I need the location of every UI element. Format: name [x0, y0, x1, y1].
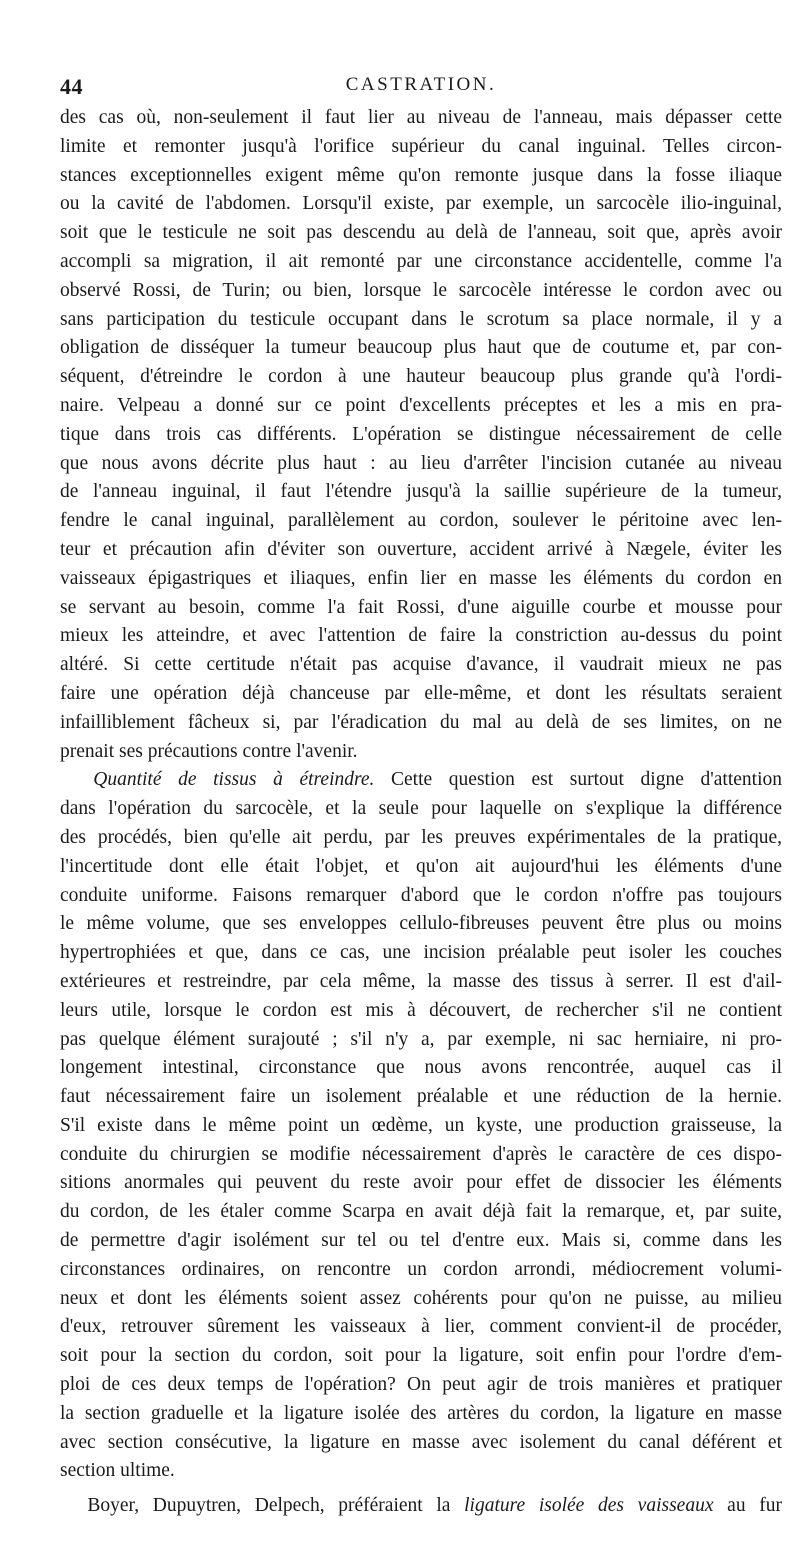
text-line-29: le même volume, que ses enveloppes cellulo-fibreuses peuvent être plus ou moins	[60, 913, 782, 935]
text-line-46: la section graduelle et la ligature isolée des artères du cordon, la ligature en masse	[60, 1402, 782, 1424]
text-line-3: stances exceptionnelles exigent même qu'on remonte jusque dans la fosse iliaque	[60, 164, 782, 186]
text-line-4: ou la cavité de l'abdomen. Lorsqu'il existe, par exemple, un sarcocèle ilio-inguinal,	[60, 193, 782, 215]
section-heading-quantite: Quantité de tissus à étreindre.	[93, 769, 375, 791]
text-line-39: du cordon, de les étaler comme Scarpa en avait déjà fait la remarque, et, par suite,	[60, 1201, 782, 1223]
running-head	[60, 74, 782, 104]
text-line-5: soit que le testicule ne soit pas descendu au delà de l'anneau, soit que, après avoir	[60, 222, 782, 244]
text-line-35: faut nécessairement faire un isolement préalable et une réduction de la hernie.	[60, 1086, 782, 1108]
text-line-8: sans participation du testicule occupant dans le scrotum sa place normale, il y a	[60, 308, 782, 330]
body-text	[60, 104, 782, 1521]
text-line-30: hypertrophiées et que, dans ce cas, une incision préalable peut isoler les couches	[60, 942, 782, 964]
text-line-23: prenait ses précautions contre l'avenir.	[60, 740, 358, 762]
text-line-14: de l'anneau inguinal, il faut l'étendre jusqu'à la saillie supérieure de la tumeur,	[60, 481, 782, 503]
running-title: CASTRATION.	[345, 74, 497, 95]
text-line-47: avec section consécutive, la ligature en masse avec isolement du canal déférent et	[60, 1431, 782, 1453]
text-line-15: fendre le canal inguinal, parallèlement au cordon, soulever le péritoine avec len-	[60, 510, 782, 532]
text-line-44: soit pour la section du cordon, soit pour la ligature, soit enfin pour l'ordre d'em-	[60, 1345, 782, 1367]
text-line-11: naire. Velpeau a donné sur ce point d'excellents préceptes et les a mis en pra-	[60, 394, 782, 416]
text-line-33: pas quelque élément surajouté ; s'il n'y a, par exemple, ni sac herniaire, ni pro-	[60, 1028, 782, 1050]
text-line-13: que nous avons décrite plus haut : au lieu d'arrêter l'incision cutanée au niveau	[60, 452, 782, 474]
text-line-42: neux et dont les éléments soient assez cohérents pour qu'on ne puisse, au milieu	[60, 1287, 782, 1309]
text-line-16: teur et précaution afin d'éviter son ouverture, accident arrivé à Nægele, éviter les	[60, 538, 782, 560]
text-line-20: altéré. Si cette certitude n'était pas acquise d'avance, il vaudrait mieux ne pas	[60, 654, 782, 676]
text-line-41: circonstances ordinaires, on rencontre un cordon arrondi, médiocrement volumi-	[60, 1258, 782, 1280]
text-line-6: accompli sa migration, il ait remonté par une circonstance accidentelle, comme l'a	[60, 250, 782, 272]
text-line-40: de permettre d'agir isolément sur tel ou tel d'entre eux. Mais si, comme dans les	[60, 1230, 782, 1252]
text-line-48: section ultime.	[60, 1460, 175, 1482]
text-line-38: sitions anormales qui peuvent du reste avoir pour effet de dissocier les éléments	[60, 1172, 782, 1194]
text-line-26: des procédés, bien qu'elle ait perdu, par les preuves expérimentales de la pratique,	[60, 826, 782, 848]
text-line-12: tique dans trois cas différents. L'opération se distingue nécessairement de celle	[60, 423, 782, 445]
text-line-36: S'il existe dans le même point un œdème, un kyste, une production graisseuse, la	[60, 1114, 782, 1136]
text-line-1: des cas où, non-seulement il faut lier au niveau de l'anneau, mais dépasser cette	[60, 107, 782, 128]
text-line-17: vaisseaux épigastriques et iliaques, enfin lier en masse les éléments du cordon en	[60, 567, 782, 589]
text-line-32: leurs utile, lorsque le cordon est mis à découvert, de rechercher s'il ne contient	[60, 999, 782, 1021]
text-line-27: l'incertitude dont elle était l'objet, et qu'on ait aujourd'hui les éléments d'une	[60, 855, 782, 877]
text-line-18: se servant au besoin, comme l'a fait Rossi, d'une aiguille courbe et mousse pour	[60, 596, 782, 618]
text-line-10: séquent, d'étreindre le cordon à une hauteur beaucoup plus grande qu'à l'ordi-	[60, 366, 782, 388]
text-line-9: obligation de disséquer la tumeur beaucoup plus haut que de coutume et, par con-	[60, 337, 782, 359]
text-line-7: observé Rossi, de Turin; ou bien, lorsque le sarcocèle intéresse le cordon avec ou	[60, 279, 782, 301]
text-line-43: d'eux, retrouver sûrement les vaisseaux à lier, comment convient-il de procéder,	[60, 1316, 782, 1338]
text-line-34: longement intestinal, circonstance que nous avons rencontrée, auquel cas il	[60, 1057, 782, 1079]
text-line-37: conduite du chirurgien se modifie nécessairement d'après le caractère de ces dispo-	[60, 1143, 782, 1165]
text-line-49: Boyer, Dupuytren, Delpech, préféraient la ligature isolée des vaisseaux au fur	[87, 1495, 782, 1517]
text-line-2: limite et remonter jusqu'à l'orifice supérieur du canal inguinal. Telles circon-	[60, 135, 782, 157]
text-line-22: infailliblement fâcheux si, par l'éradication du mal au delà de ses limites, on ne	[60, 711, 782, 733]
text-line-45: ploi de ces deux temps de l'opération? On peut agir de trois manières et pratiquer	[60, 1374, 782, 1396]
text-line-21: faire une opération déjà chanceuse par elle-même, et dont les résultats seraient	[60, 682, 782, 704]
text-line-25: dans l'opération du sarcocèle, et la seule pour laquelle on s'explique la différence	[60, 798, 782, 820]
text-line-28: conduite uniforme. Faisons remarquer d'abord que le cordon n'offre pas toujours	[60, 884, 782, 906]
text-line-19: mieux les atteindre, et avec l'attention de faire la constriction au-dessus du point	[60, 625, 782, 647]
page-number: 44	[60, 74, 83, 99]
text-line-31: extérieures et restreindre, par cela même, la masse des tissus à serrer. Il est d'ail-	[60, 970, 782, 992]
emphasis-ligature: ligature isolée des vaisseaux	[464, 1495, 714, 1517]
text-line-24: Quantité de tissus à étreindre. Cette question est surtout digne d'attention	[93, 769, 782, 791]
